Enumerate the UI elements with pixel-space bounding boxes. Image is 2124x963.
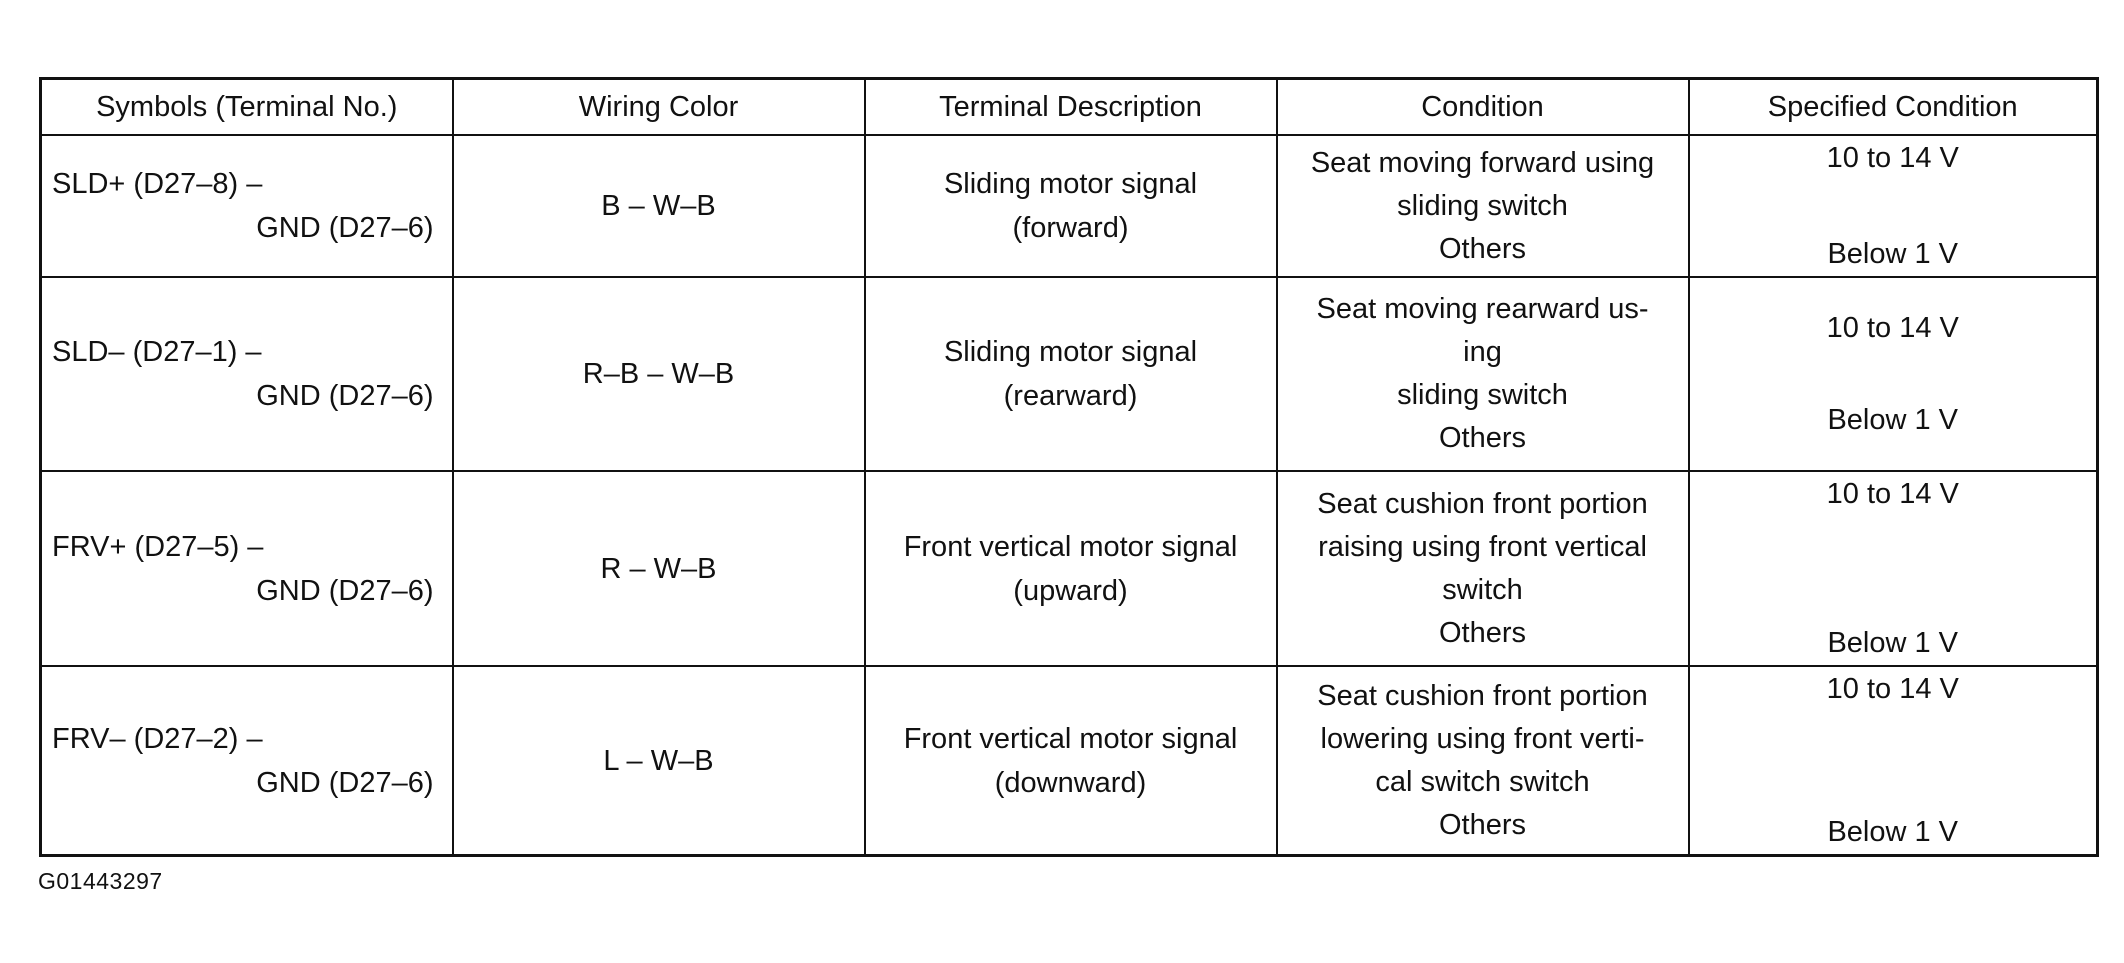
header-symbols: Symbols (Terminal No.) <box>41 79 453 136</box>
description-line: Front vertical motor signal <box>903 530 1238 563</box>
header-wiring-color: Wiring Color <box>453 79 865 136</box>
condition-line: sliding switch <box>1397 379 1568 411</box>
condition-line: cal switch switch <box>1375 765 1590 798</box>
description-cell <box>865 471 1277 666</box>
header-specified-condition: Specified Condition <box>1689 79 2098 136</box>
specified-on-value: 10 to 14 V <box>1826 142 1959 174</box>
description-line: (downward) <box>994 766 1147 799</box>
symbol-cell <box>41 471 453 666</box>
figure-id: G01443297 <box>38 868 163 894</box>
specified-off-value: Below 1 V <box>1827 238 1959 270</box>
specified-on-value: 10 to 14 V <box>1826 673 1959 705</box>
condition-line: Others <box>1438 616 1527 649</box>
header-condition: Condition <box>1277 79 1689 136</box>
header-row <box>41 79 2098 136</box>
symbol-cell <box>41 135 453 277</box>
description-line: Front vertical motor signal <box>903 722 1238 755</box>
symbol-ground: GND (D27–6) <box>256 766 434 799</box>
specified-condition-cell <box>1689 471 2098 666</box>
condition-line: Seat moving rearward us- <box>1316 293 1649 325</box>
condition-line: Others <box>1438 232 1527 265</box>
symbol-terminal: FRV– (D27–2) – <box>52 722 263 755</box>
symbol-cell <box>41 277 453 471</box>
condition-line: Seat moving forward using <box>1310 146 1655 179</box>
condition-line: Others <box>1438 808 1527 841</box>
symbol-ground: GND (D27–6) <box>256 574 434 607</box>
symbol-cell <box>41 666 453 856</box>
description-line: Sliding motor signal <box>943 336 1198 368</box>
table-row <box>41 471 2098 666</box>
specified-condition-cell <box>1689 666 2098 856</box>
specified-condition-cell <box>1689 135 2098 277</box>
specified-on-value: 10 to 14 V <box>1826 312 1959 344</box>
symbol-ground: GND (D27–6) <box>256 380 434 412</box>
condition-line: switch <box>1442 573 1523 606</box>
condition-cell <box>1277 666 1689 856</box>
symbol-terminal: SLD– (D27–1) – <box>52 336 262 368</box>
condition-line: lowering using front verti- <box>1320 722 1645 755</box>
header-terminal-description: Terminal Description <box>865 79 1277 136</box>
table-row <box>41 277 2098 471</box>
wiring-color-cell: R–B – W–B <box>453 277 865 471</box>
condition-line: ing <box>1463 336 1502 368</box>
symbol-terminal: FRV+ (D27–5) – <box>52 530 264 563</box>
condition-line: sliding switch <box>1397 189 1568 222</box>
wiring-color-cell: B – W–B <box>453 135 865 277</box>
table-row <box>41 666 2098 856</box>
condition-cell <box>1277 135 1689 277</box>
specified-on-value: 10 to 14 V <box>1826 478 1959 510</box>
symbol-terminal: SLD+ (D27–8) – <box>52 168 263 200</box>
condition-line: Seat cushion front portion <box>1317 487 1648 520</box>
condition-line: Seat cushion front portion <box>1317 679 1648 712</box>
specified-off-value: Below 1 V <box>1827 627 1959 659</box>
description-cell <box>865 277 1277 471</box>
description-line: (upward) <box>1013 574 1128 607</box>
condition-line: Others <box>1438 422 1527 454</box>
description-cell <box>865 666 1277 856</box>
symbol-ground: GND (D27–6) <box>256 212 434 244</box>
specified-condition-cell <box>1689 277 2098 471</box>
terminal-spec-table <box>39 77 2099 857</box>
specified-off-value: Below 1 V <box>1827 816 1959 848</box>
wiring-color-cell: L – W–B <box>453 666 865 856</box>
description-line: Sliding motor signal <box>943 168 1198 200</box>
description-line: (forward) <box>1012 212 1129 244</box>
condition-cell <box>1277 471 1689 666</box>
description-line: (rearward) <box>1003 380 1138 412</box>
wiring-color-cell: R – W–B <box>453 471 865 666</box>
condition-cell <box>1277 277 1689 471</box>
table-row <box>41 135 2098 277</box>
specified-off-value: Below 1 V <box>1827 404 1959 436</box>
description-cell <box>865 135 1277 277</box>
condition-line: raising using front vertical <box>1318 530 1647 563</box>
